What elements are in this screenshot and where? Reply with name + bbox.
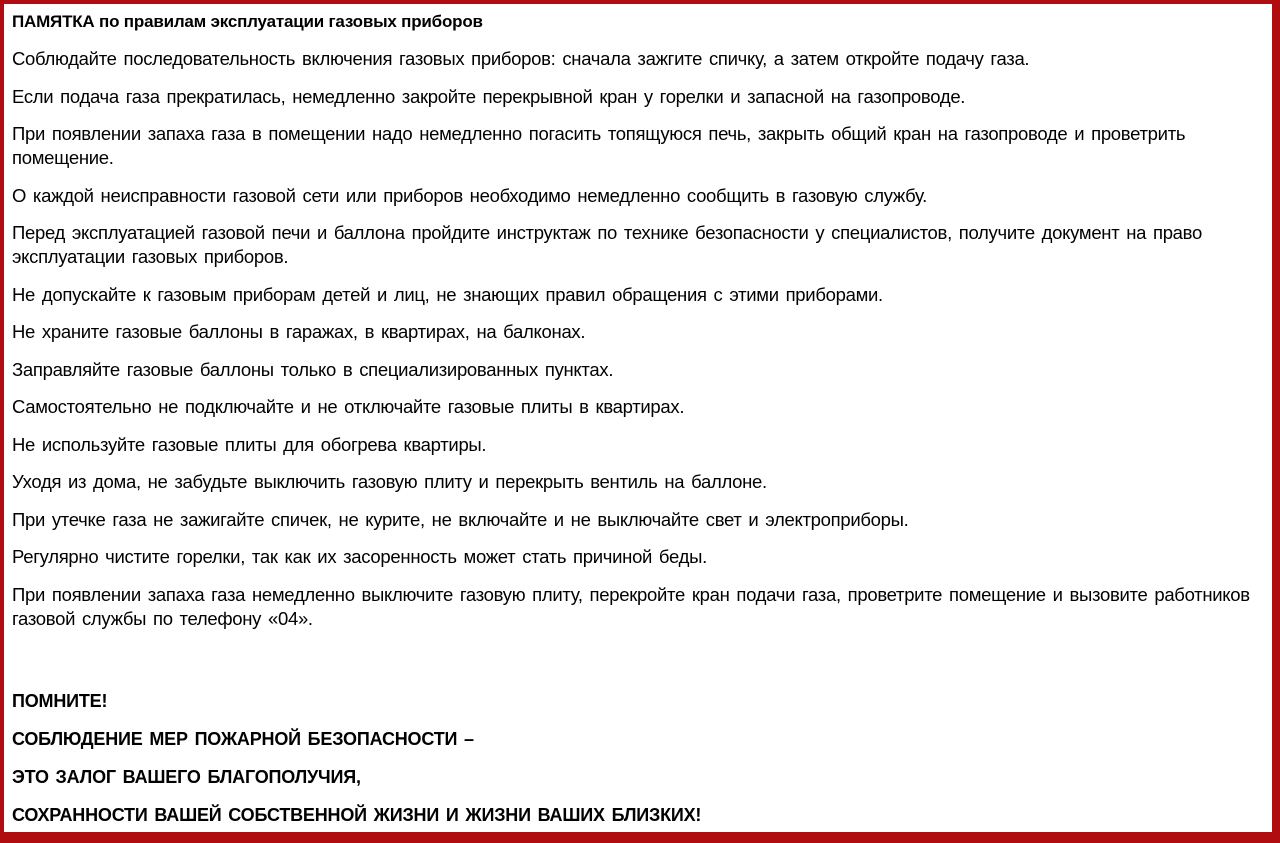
memo-paragraph: При появлении запаха газа в помещении надо немедленно погасить топящуюся печь, закрыть общий кран на газопроводе и проветрить помещение. bbox=[12, 123, 1186, 168]
reminder-line: СОХРАННОСТИ ВАШЕЙ СОБСТВЕННОЙ ЖИЗНИ И ЖИЗНИ ВАШИХ БЛИЗКИХ! bbox=[12, 804, 702, 825]
memo-paragraph: При утечке газа не зажигайте спичек, не курите, не включайте и не выключайте свет и электроприборы. bbox=[12, 508, 909, 530]
reminder-line: ЭТО ЗАЛОГ ВАШЕГО БЛАГОПОЛУЧИЯ, bbox=[12, 766, 361, 787]
memo-paragraph: Уходя из дома, не забудьте выключить газовую плиту и перекрыть вентиль на баллоне. bbox=[12, 471, 767, 492]
memo-paragraph: Перед эксплуатацией газовой печи и баллона пройдите инструктаж по технике безопасности у специалистов, получите документ на право эксплуатации газовых приборов. bbox=[12, 222, 1202, 267]
memo-paragraph: Регулярно чистите горелки, так как их засоренность может стать причиной беды. bbox=[12, 546, 707, 567]
memo-paragraph: О каждой неисправности газовой сети или приборов необходимо немедленно сообщить в газовую службу. bbox=[12, 184, 927, 206]
memo-paragraph: Не используйте газовые плиты для обогрева квартиры. bbox=[12, 433, 487, 455]
memo-paragraph: Не допускайте к газовым приборам детей и лиц, не знающих правил обращения с этими приборами. bbox=[12, 283, 883, 305]
memo-paragraph: Заправляйте газовые баллоны только в специализированных пунктах. bbox=[12, 358, 614, 380]
memo-paragraph: Если подача газа прекратилась, немедленно закройте перекрывной кран у горелки и запасной на газопроводе. bbox=[12, 85, 966, 107]
memo-paragraph: Не храните газовые баллоны в гаражах, в квартирах, на балконах. bbox=[12, 321, 586, 342]
memo-paragraph: Соблюдайте последовательность включения газовых приборов: сначала зажгите спичку, а затем откройте подачу газа. bbox=[12, 48, 1030, 69]
memo-title: ПАМЯТКА по правилам эксплуатации газовых приборов bbox=[12, 12, 483, 31]
memo-paragraph: При появлении запаха газа немедленно выключите газовую плиту, перекройте кран подачи газа, проветрите помещение и вызовите работников газовой службы по телефону «04». bbox=[12, 583, 1250, 629]
reminder-block bbox=[12, 689, 1250, 827]
reminder-line: ПОМНИТЕ! bbox=[12, 690, 108, 711]
reminder-line: СОБЛЮДЕНИЕ МЕР ПОЖАРНОЙ БЕЗОПАСНОСТИ – bbox=[12, 728, 474, 749]
memo-paragraph: Самостоятельно не подключайте и не отключайте газовые плиты в квартирах. bbox=[12, 396, 685, 417]
